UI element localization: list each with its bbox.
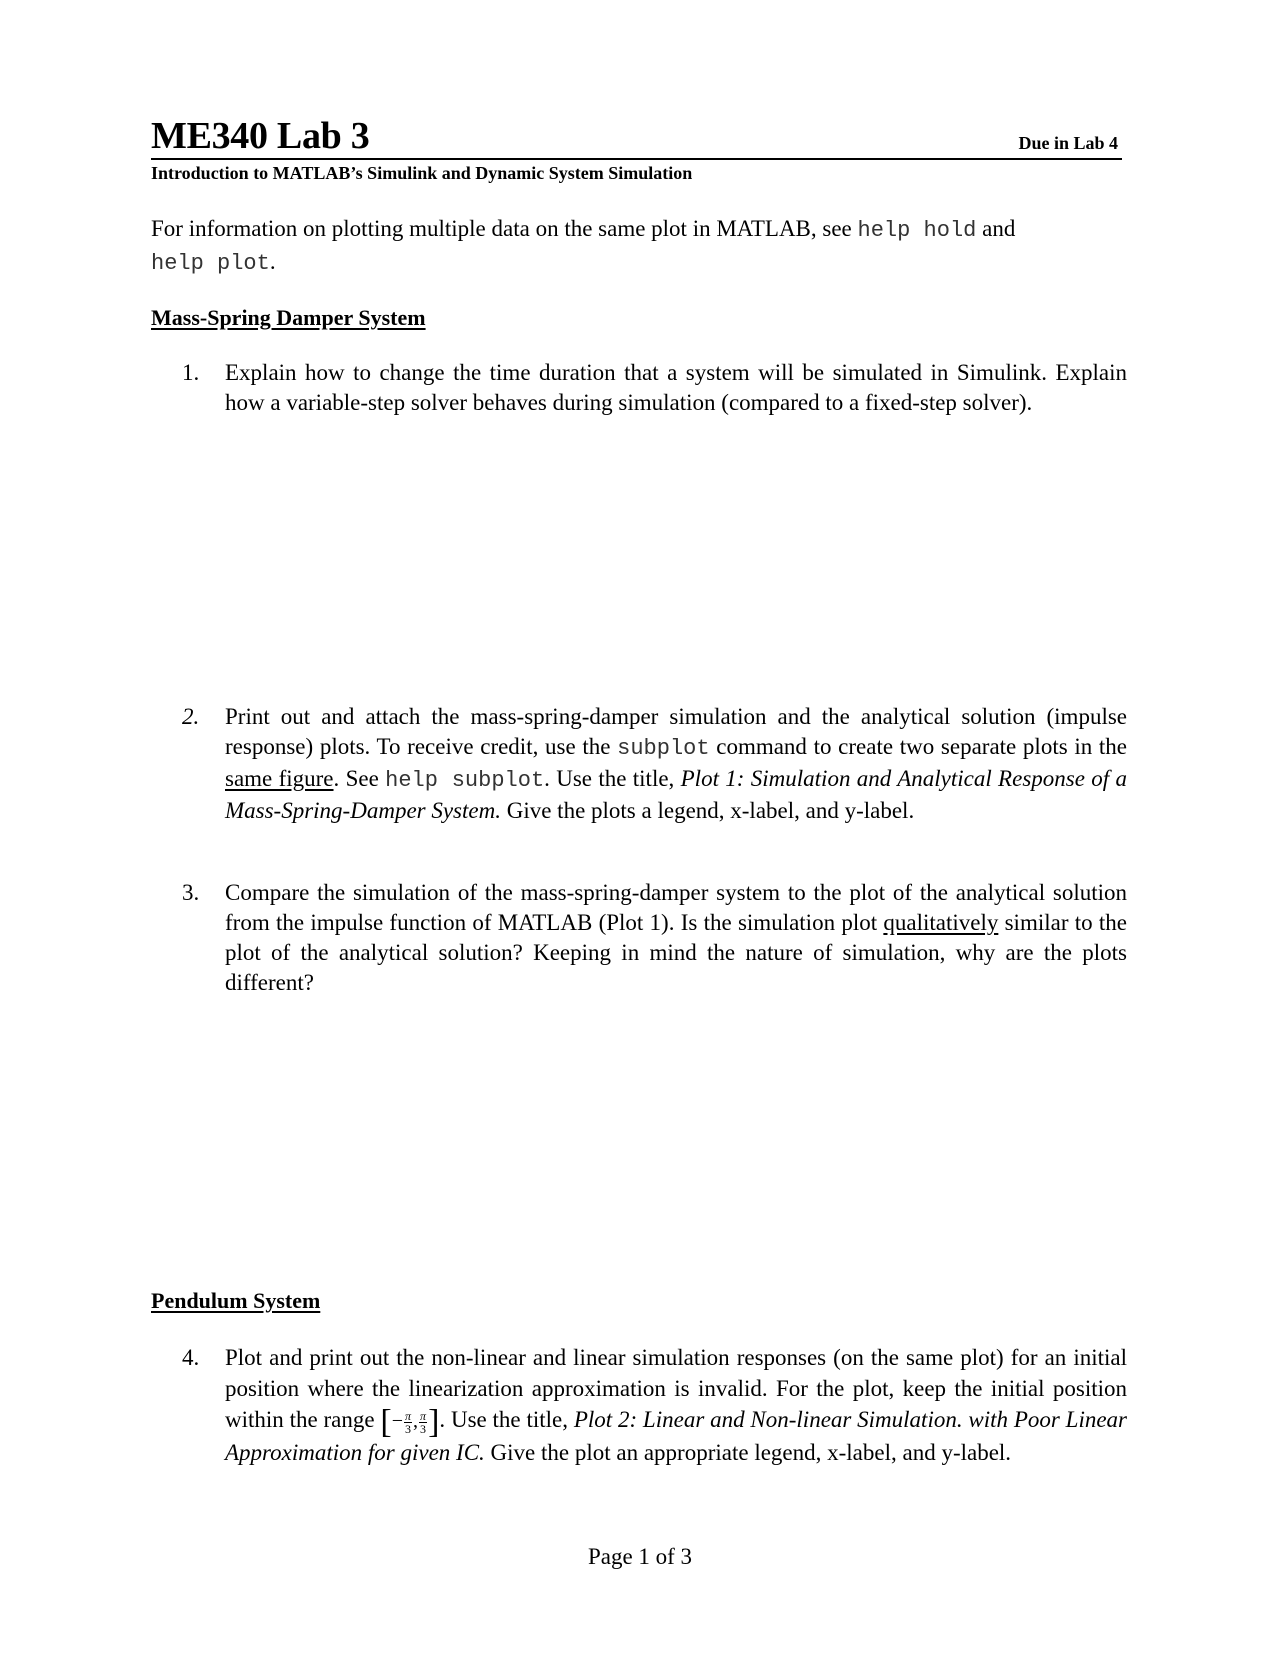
intro-paragraph: For information on plotting multiple data on the same plot in MATLAB, see help hold and help plot.: [151, 216, 1016, 276]
document-title: ME340 Lab 3: [151, 115, 370, 157]
due-date-label: Due in Lab 4: [1018, 133, 1118, 153]
question-1: [182, 358, 1127, 418]
question-text: Plot and print out the non-linear and linear simulation responses (on the same plot) for an initial position where the linearization approximation is invalid. For the plot, keep the initial position within the range [− $\frac{\pi}{3}$ , $\frac{\pi}{3}$ ]. Use the title, Plot 2: Linear and Non-linear Simulation. with Poor Linear Approximation for given IC. Give the plot an appropriate legend, x-label, and y-label.: [225, 1345, 1128, 1466]
question-3: [182, 878, 1127, 998]
question-text: Print out and attach the mass-spring-damper simulation and the analytical solution (impulse response) plots. To receive credit, use the subplot command to create two separate plots in the same figure. See help subplot. Use the title, Plot 1: Simulation and Analytical Response of a Mass-Spring-Damper System. Give the plots a legend, x-label, and y-label.: [225, 704, 1127, 823]
question-2: [182, 702, 1127, 826]
underlined-qualitatively: qualitatively: [883, 910, 999, 935]
underlined-same-figure: same figure: [225, 766, 334, 791]
question-text: Explain how to change the time duration that a system will be simulated in Simulink. Explain how a variable-step solver behaves during simulation (compared to a fixed-step solver).: [225, 360, 1127, 415]
question-number: 3.: [182, 880, 200, 905]
fraction: $\frac{\pi}{3}$: [420, 1408, 427, 1436]
page-number: Page 1 of 3: [587, 1544, 693, 1569]
question-number: 2.: [182, 704, 200, 729]
question-4: [182, 1342, 1127, 1468]
question-number: 1.: [182, 360, 200, 385]
range-interval: [− $\frac{\pi}{3}$ , $\frac{\pi}{3}$ ]: [380, 1403, 440, 1441]
section-heading-pendulum: Pendulum System: [151, 1288, 321, 1313]
code-subplot: subplot: [617, 736, 710, 761]
code-help-subplot: help subplot: [385, 768, 545, 793]
code-help-plot: help plot: [151, 251, 270, 276]
section-heading-mass-spring: Mass-Spring Damper System: [151, 305, 426, 330]
document-subtitle: Introduction to MATLAB’s Simulink and Dynamic System Simulation: [151, 163, 693, 183]
question-number: 4.: [182, 1345, 200, 1370]
document-header: [151, 114, 1122, 160]
fraction: $\frac{\pi}{3}$: [405, 1408, 412, 1436]
plot-title-2: Plot 2: Linear and Non-linear Simulation. with Poor Linear Approximation for given IC.: [225, 1407, 1128, 1466]
code-help-hold: help hold: [857, 218, 977, 243]
question-text: Compare the simulation of the mass-spring-damper system to the plot of the analytical solution from the impulse function of MATLAB (Plot 1). Is the simulation plot qualitatively similar to the plot of the analytical solution? Keeping in mind the nature of simulation, why are the plots different?: [225, 880, 1127, 995]
plot-title-1: Plot 1: Simulation and Analytical Response of a Mass-Spring-Damper System.: [225, 766, 1127, 823]
